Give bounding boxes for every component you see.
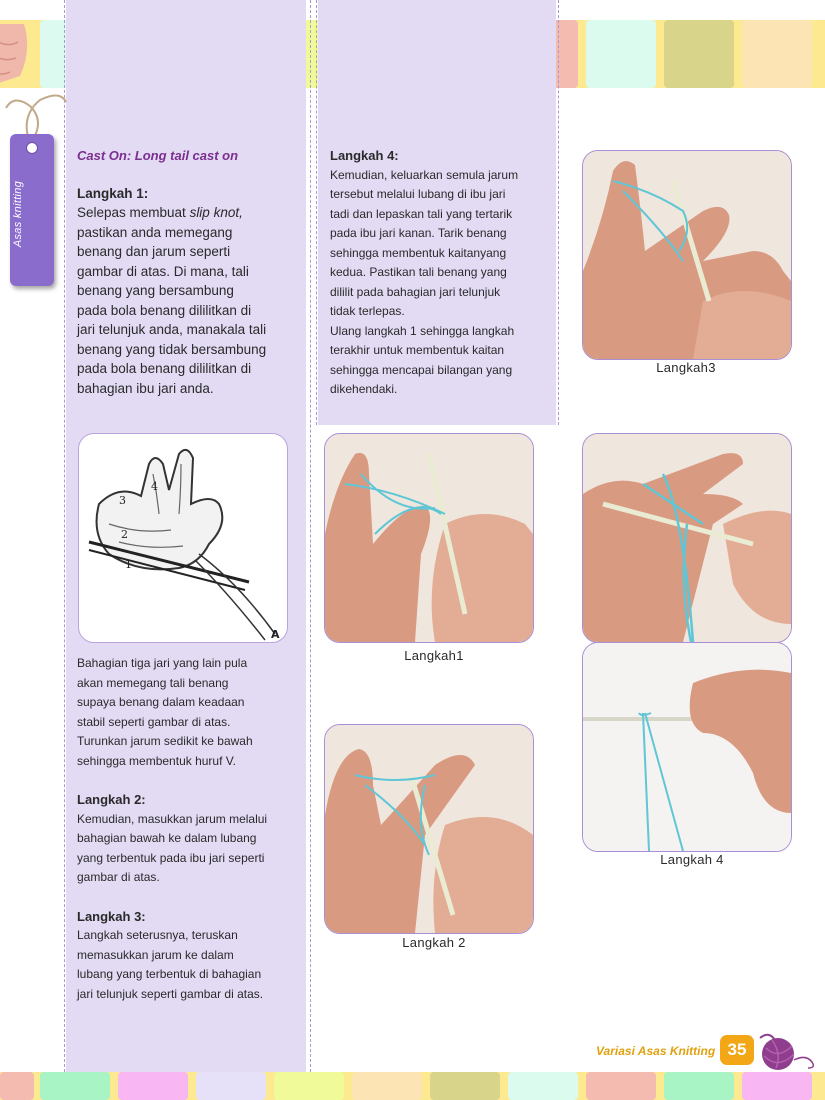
bottom-tile-strip bbox=[0, 1072, 825, 1100]
photo-langkah2 bbox=[324, 724, 534, 934]
text-line: Kemudian, masukkan jarum melalui bbox=[77, 811, 268, 826]
caption-langkah1: Langkah1 bbox=[404, 648, 464, 663]
dashed-divider bbox=[558, 0, 559, 425]
text-line: Bahagian tiga jari yang lain pula bbox=[77, 656, 248, 670]
tile bbox=[118, 1072, 188, 1100]
text-line bbox=[77, 203, 303, 223]
text-segment: pastikan anda memegang bbox=[77, 224, 233, 240]
text-line: pada ibu jari kanan. Tarik benang bbox=[330, 226, 507, 240]
text-line: sehingga membentuk kaitanyang bbox=[330, 245, 507, 260]
photo-langkah4a bbox=[582, 433, 792, 643]
tile bbox=[0, 1072, 34, 1100]
text-segment: benang yang tidak bersambung bbox=[77, 341, 267, 357]
tile bbox=[586, 1072, 656, 1100]
text-line: dililit pada bahagian jari telunjuk bbox=[330, 284, 501, 299]
tile bbox=[352, 1072, 422, 1100]
text-line: dikehendaki. bbox=[330, 382, 398, 396]
text-line bbox=[77, 262, 303, 282]
hand-photo-icon bbox=[583, 434, 791, 642]
tile bbox=[274, 1072, 344, 1100]
text-line: Turunkan jarum sedikit ke bawah bbox=[77, 734, 253, 748]
text-line: yang terbentuk pada ibu jari seperti bbox=[77, 850, 265, 865]
illustration-number: 2 bbox=[121, 528, 128, 541]
tile bbox=[40, 1072, 110, 1100]
text-segment: pada bola benang dililitkan di bbox=[77, 361, 252, 376]
tile bbox=[508, 1072, 578, 1100]
text-line: sehingga membentuk huruf V. bbox=[77, 753, 236, 768]
text-line: gambar di atas. bbox=[77, 870, 160, 884]
illustration-number: 4 bbox=[151, 480, 158, 493]
tile bbox=[664, 20, 734, 88]
illustration-number: 3 bbox=[119, 494, 126, 507]
text-segment: jari telunjuk anda, manakala tali bbox=[77, 322, 267, 337]
text-line: tadi dan lepaskan tali yang tertarik bbox=[330, 206, 513, 221]
text-line: lubang yang terbentuk di bahagian bbox=[77, 967, 262, 981]
tile bbox=[742, 1072, 812, 1100]
text-line: stabil seperti gambar di atas. bbox=[77, 714, 231, 729]
hand-photo-icon bbox=[583, 643, 791, 851]
tile bbox=[196, 1072, 266, 1100]
lower-left-text bbox=[77, 654, 303, 1004]
step3-heading: Langkah 3: bbox=[77, 908, 146, 924]
italic-term: slip knot, bbox=[189, 205, 243, 220]
text-line: tidak terlepas. bbox=[330, 304, 405, 318]
photo-langkah4b bbox=[582, 642, 792, 852]
tag-hole-icon bbox=[26, 142, 38, 154]
text-line: terakhir untuk membentuk kaitan bbox=[330, 343, 505, 357]
yarn-ball-icon bbox=[756, 1030, 818, 1072]
tile bbox=[742, 20, 812, 88]
cast-on-title: Cast On: Long tail cast on bbox=[77, 148, 239, 163]
text-line bbox=[77, 320, 303, 340]
illustration-letter: A bbox=[271, 628, 280, 641]
hand-photo-icon bbox=[325, 434, 533, 642]
step1-text bbox=[77, 203, 303, 398]
photo-langkah3 bbox=[582, 150, 792, 360]
leaf-decoration-icon bbox=[0, 20, 32, 88]
step2-text bbox=[77, 810, 303, 888]
text-segment: Selepas membuat bbox=[77, 205, 190, 220]
text-line: jari telunjuk seperti gambar di atas. bbox=[77, 986, 264, 1001]
step4-block bbox=[330, 146, 552, 400]
page-number: 35 bbox=[720, 1035, 754, 1065]
tile bbox=[664, 1072, 734, 1100]
text-line: kedua. Pastikan tali benang yang bbox=[330, 265, 507, 279]
text-line bbox=[77, 223, 303, 243]
footer-title: Variasi Asas Knitting bbox=[596, 1044, 716, 1058]
text-line bbox=[77, 340, 303, 360]
hand-photo-icon bbox=[325, 725, 533, 933]
text-line bbox=[77, 281, 303, 301]
text-line: Ulang langkah 1 sehingga langkah bbox=[330, 323, 515, 338]
illustration-number: 1 bbox=[125, 558, 132, 571]
text-line bbox=[77, 242, 303, 262]
text-segment: pada bola benang dililitkan di bbox=[77, 302, 252, 318]
text-segment: benang dan jarum seperti bbox=[77, 244, 231, 259]
tile bbox=[586, 20, 656, 88]
text-line: akan memegang tali benang bbox=[77, 675, 229, 690]
hand-photo-icon bbox=[583, 151, 791, 359]
caption-langkah2: Langkah 2 bbox=[402, 935, 466, 950]
step2-heading: Langkah 2: bbox=[77, 792, 146, 807]
step4-text bbox=[330, 166, 552, 400]
text-line: bahagian bawah ke dalam lubang bbox=[77, 831, 257, 845]
text-segment: gambar di atas. Di mana, tali bbox=[77, 263, 249, 279]
step1-heading: Langkah 1: bbox=[77, 185, 149, 201]
tile bbox=[430, 1072, 500, 1100]
text-line: Kemudian, keluarkan semula jarum bbox=[330, 167, 519, 182]
hand-drawing-icon bbox=[79, 434, 287, 642]
text-line bbox=[77, 301, 303, 321]
step4-heading: Langkah 4: bbox=[330, 148, 399, 163]
dashed-divider bbox=[310, 0, 311, 1072]
text-line bbox=[77, 359, 303, 379]
caption-langkah3: Langkah3 bbox=[656, 360, 716, 375]
text-line: tersebut melalui lubang di ibu jari bbox=[330, 187, 506, 201]
hand-illustration bbox=[78, 433, 288, 643]
dashed-divider bbox=[316, 0, 317, 425]
text-line: memasukkan jarum ke dalam bbox=[77, 947, 234, 962]
text-line: Langkah seterusnya, teruskan bbox=[77, 928, 238, 942]
step1-block bbox=[77, 146, 303, 398]
sidebar-tag-label: Asas knitting bbox=[12, 180, 24, 248]
text-segment: bahagian ibu jari anda. bbox=[77, 380, 214, 396]
caption-langkah4: Langkah 4 bbox=[660, 852, 724, 867]
text-line: supaya benang dalam keadaan bbox=[77, 695, 245, 709]
dashed-divider bbox=[64, 0, 65, 1072]
photo-langkah1 bbox=[324, 433, 534, 643]
step3-text bbox=[77, 926, 303, 1004]
paragraph-2 bbox=[77, 654, 303, 771]
text-line: sehingga mencapai bilangan yang bbox=[330, 362, 513, 377]
text-segment: benang yang bersambung bbox=[77, 283, 234, 298]
sidebar-tag bbox=[10, 134, 54, 286]
text-line bbox=[77, 379, 303, 399]
